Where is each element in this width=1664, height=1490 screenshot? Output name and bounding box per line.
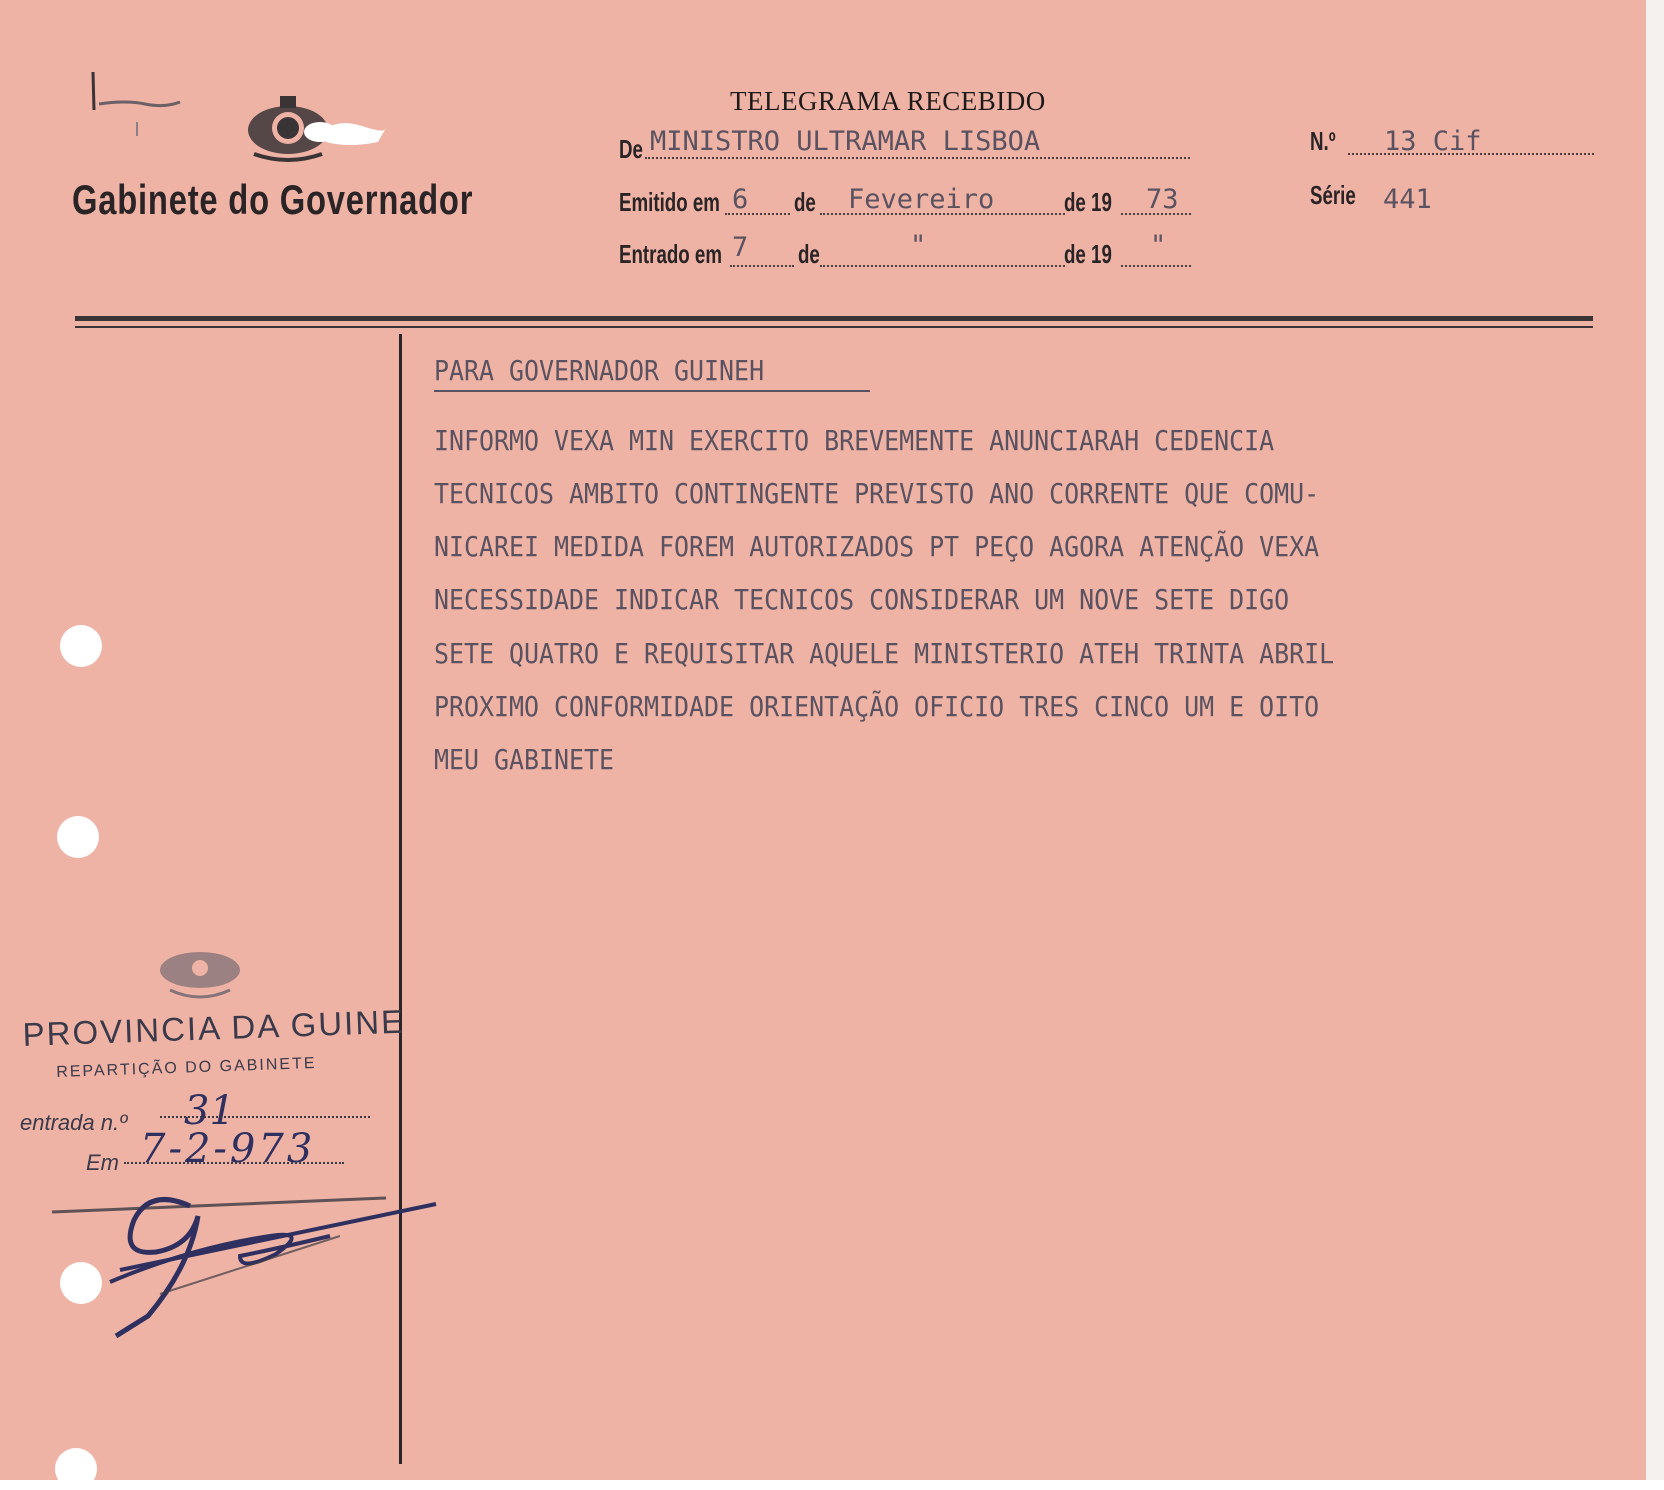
emitted-year-dotted-line [1121, 213, 1191, 215]
emitted-label: Emitido em [619, 187, 720, 217]
addressee-line: PARA GOVERNADOR GUINEH [434, 354, 765, 387]
emitted-day: 6 [732, 184, 749, 215]
from-dotted-line [645, 157, 1190, 159]
stamp-date-dotted-line [124, 1162, 344, 1164]
number-label: N.º [1310, 126, 1336, 156]
header-divider-thin [75, 326, 1593, 328]
stamp-entry-label: entrada n.º [20, 1110, 128, 1135]
header-divider [75, 316, 1593, 321]
emitted-year-label: de 19 [1064, 187, 1112, 217]
message-line: PROXIMO CONFORMIDADE ORIENTAÇÃO OFICIO TRES CINCO UM E OITO [434, 690, 1320, 723]
entered-year-dotted-line [1121, 265, 1191, 267]
entered-year-label: de 19 [1064, 239, 1112, 269]
from-value: MINISTRO ULTRAMAR LISBOA [650, 126, 1041, 157]
punch-hole [60, 625, 102, 667]
entered-day-dotted-line [730, 265, 794, 267]
entered-year: " [1150, 230, 1167, 261]
stamp-subtitle: REPARTIÇÃO DO GABINETE [56, 1054, 317, 1081]
entered-day: 7 [732, 232, 749, 263]
series-label: Série [1310, 180, 1356, 210]
punch-hole [55, 1448, 97, 1490]
message-line: NECESSIDADE INDICAR TECNICOS CONSIDERAR UM NOVE SETE DIGO [434, 583, 1290, 616]
emitted-month-dotted-line [820, 213, 1065, 215]
stamp-emblem-icon [150, 944, 250, 1008]
addressee-underline [434, 390, 870, 392]
punch-hole [57, 816, 99, 858]
emitted-de-label: de [794, 187, 816, 217]
signature [40, 1176, 440, 1346]
stamp-entry-dotted-line [160, 1116, 370, 1118]
entered-month-dotted-line [820, 265, 1065, 267]
pen-marks [85, 66, 195, 146]
stamp-date-value: 7-2-973 [140, 1126, 316, 1172]
entered-label: Entrado em [619, 239, 722, 269]
page-edge [1646, 0, 1664, 1480]
emitted-day-dotted-line [725, 213, 790, 215]
number-dotted-line [1348, 153, 1594, 155]
emitted-year: 73 [1146, 184, 1179, 215]
message-line: NICAREI MEDIDA FOREM AUTORIZADOS PT PEÇO AGORA ATENÇÃO VEXA [434, 530, 1320, 563]
emitted-month: Fevereiro [848, 184, 995, 215]
message-line: SETE QUATRO E REQUISITAR AQUELE MINISTERIO ATEH TRINTA ABRIL [434, 637, 1335, 670]
number-value: 13 Cif [1384, 126, 1482, 157]
from-label: De [619, 134, 643, 164]
stamp-entry-number: 31 [184, 1088, 235, 1134]
message-line: INFORMO VEXA MIN EXERCITO BREVEMENTE ANUNCIARAH CEDENCIA [434, 424, 1275, 457]
torn-mark [318, 118, 388, 148]
message-line: MEU GABINETE [434, 743, 615, 776]
series-value: 441 [1383, 184, 1432, 215]
message-line: TECNICOS AMBITO CONTINGENTE PREVISTO ANO CORRENTE QUE COMU- [434, 477, 1320, 510]
entered-de-label: de [798, 239, 820, 269]
document-title: TELEGRAMA RECEBIDO [730, 86, 1046, 116]
stamp-date-label: Em [86, 1150, 119, 1175]
stamp-title: PROVINCIA DA GUINE [22, 1002, 406, 1053]
entered-month: " [910, 230, 927, 261]
office-name: Gabinete do Governador [72, 176, 474, 223]
